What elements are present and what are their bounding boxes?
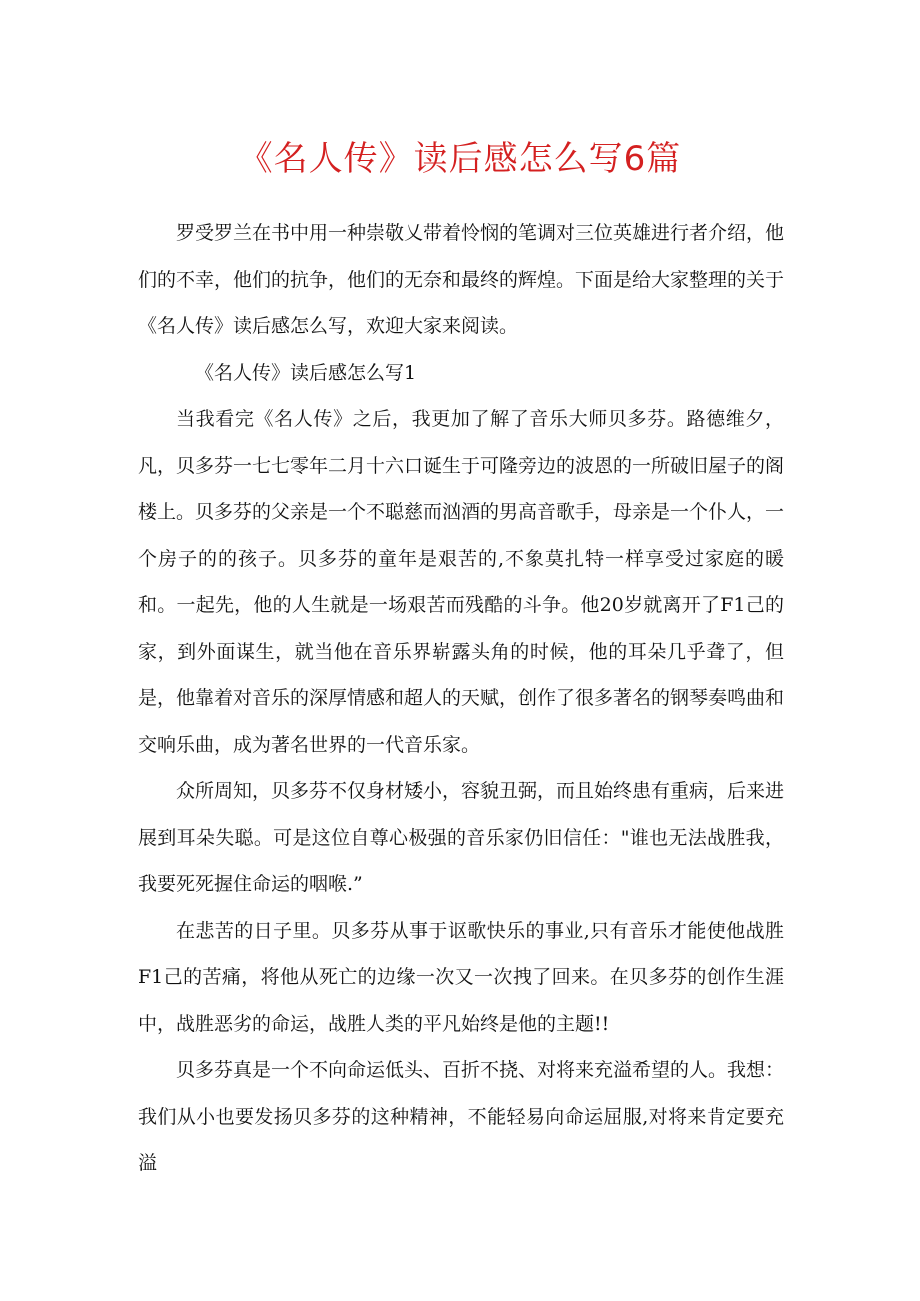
body-paragraph: 当我看完《名人传》之后，我更加了解了音乐大师贝多芬。路德维夕，凡，贝多芬一七七零年二月十六口诞生于可隆旁边的波恩的一所破旧屋子的阁楼上。贝多芬的父亲是一个不聪慈而汹酒的男高音歌手，母亲是一个仆人，一个房子的的孩子。贝多芬的童年是艰苦的,不象莫扎特一样享受过家庭的暖和。一起先，他的人生就是一场艰苦而残酷的斗争。他20岁就离开了F1己的家，到外面谋生，就当他在音乐界崭露头角的时候，他的耳朵几乎聋了，但是，他靠着对音乐的深厚情感和超人的天赋，创作了很多著名的钢琴奏鸣曲和交响乐曲，成为著名世界的一代音乐家。 — [138, 408, 785, 756]
section-heading: 《名人传》读后感怎么写1 — [195, 361, 417, 384]
body-paragraph: 在悲苦的日子里。贝多芬从事于讴歌快乐的事业,只有音乐才能使他战胜F1己的苦痛，将他从死亡的边缘一次又一次拽了回来。在贝多芬的创作生涯中，战胜恶劣的命运，战胜人类的平凡始终是他的主题!! — [138, 919, 784, 1035]
body-paragraph: 众所周知，贝多芬不仅身材矮小，容貌丑弼，而且始终患有重病，后来进展到耳朵失聪。可是这位自尊心极强的音乐家仍旧信任："谁也无法战胜我，我要死死握住命运的咽喉.” — [138, 780, 785, 895]
intro-paragraph: 罗受罗兰在书中用一种崇敬乂带着怜悯的笔调对三位英雄进行者介绍，他们的不幸，他们的抗争，他们的无奈和最终的辉煌。下面是给大家整理的关于《名人传》读后感怎么写，欢迎大家来阅读。 — [138, 222, 785, 337]
document-title: 《名人传》读后感怎么写6篇 — [238, 139, 682, 179]
body-paragraph: 贝多芬真是一个不向命运低头、百折不挠、对将来充溢希望的人。我想：我们从小也要发扬贝多芬的这种精神，不能轻易向命运屈服,对将来肯定要充溢 — [138, 1059, 785, 1174]
document-body — [138, 210, 784, 1187]
